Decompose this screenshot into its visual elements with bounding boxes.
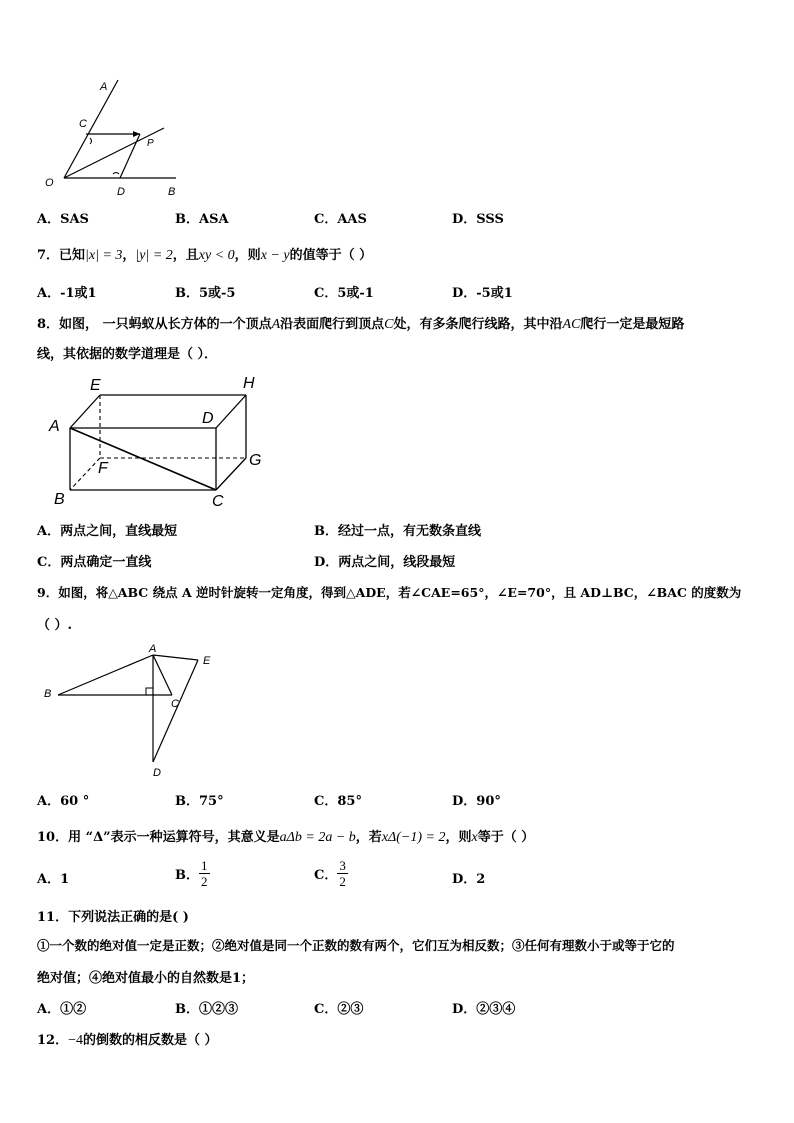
q10-prefix: 10．用 “Δ”表示一种运算符号，其意义是 — [37, 830, 280, 845]
q7-prefix: 7．已知 — [37, 248, 86, 263]
q11-statement-line2: 绝对值；④绝对值最小的自然数是1； — [37, 971, 255, 986]
q10-option-c-label: C． — [314, 868, 338, 883]
q10-variable: x — [471, 830, 478, 845]
q10-suffix: 等于（ ） — [477, 830, 535, 845]
q8-cuboid-figure — [40, 370, 275, 510]
fig6-label-o: O — [45, 177, 54, 189]
q7-expr: x − y — [260, 248, 290, 263]
q10-then: ，则 — [445, 830, 472, 845]
q9-label-a: A — [149, 643, 157, 655]
q9-label-b: B — [44, 688, 52, 700]
q11-option-a[interactable]: A．①② — [37, 1002, 87, 1017]
q9-figure — [38, 640, 228, 785]
q10-option-b-fraction — [199, 858, 210, 889]
q9-label-e: E — [203, 655, 211, 667]
q12-number: 12． — [37, 1033, 69, 1048]
q7-suffix: 的值等于（ ） — [289, 248, 373, 263]
q10-option-c-fraction — [337, 858, 348, 889]
q8-option-d[interactable]: D．两点之间，线段最短 — [314, 555, 456, 570]
q9-label-d: D — [153, 767, 161, 779]
q8-label-a: A — [49, 418, 60, 435]
q10-option-b[interactable] — [175, 858, 210, 889]
q7-mid: ，且 — [172, 248, 199, 263]
q10-option-b-denominator: 2 — [201, 874, 208, 889]
q8-label-d: D — [202, 410, 214, 427]
q9-option-b[interactable]: B．75° — [175, 794, 224, 809]
q7-option-b[interactable]: B．5或-5 — [175, 286, 236, 301]
q10-definition: aΔb = 2a − b — [279, 830, 356, 845]
fig6-label-p: P — [147, 138, 154, 149]
q12-text: 的倒数的相反数是（ ） — [83, 1033, 218, 1048]
q12-expression: −4 — [68, 1033, 83, 1048]
q10-condition: xΔ(−1) = 2 — [381, 830, 446, 845]
fig6-label-c: C — [79, 118, 87, 130]
q8-label-f: F — [98, 460, 108, 477]
q8-label-h: H — [243, 375, 255, 392]
q10-option-a[interactable]: A．1 — [37, 872, 70, 887]
q10-option-c-numerator: 3 — [339, 858, 346, 873]
q7-option-d[interactable]: D．-5或1 — [452, 286, 513, 301]
q9-option-a[interactable]: A．60 ° — [37, 794, 90, 809]
q7-cond1: |x| = 3 — [85, 248, 123, 263]
q8-stem-line1 — [37, 313, 684, 333]
q8-label-b: B — [54, 491, 65, 508]
q9-stem-line1: 9．如图，将△ABC 绕点 A 逆时针旋转一定角度，得到△ADE，若∠CAE=65°，∠E=70°，且 AD⊥BC，∠BAC 的度数为 — [37, 585, 742, 600]
q11-option-b[interactable]: B．①②③ — [175, 1002, 238, 1017]
q9-option-d[interactable]: D．90° — [452, 794, 501, 809]
q6-option-b[interactable]: B．ASA — [175, 212, 229, 227]
q10-option-d[interactable]: D．2 — [452, 872, 486, 887]
q8-text-a: 8．如图， 一只蚂蚁从长方体的一个顶点 — [37, 317, 272, 332]
q7-stem — [37, 244, 372, 264]
q8-option-a[interactable]: A．两点之间，直线最短 — [37, 524, 178, 539]
q8-text-d: 爬行一定是最短路 — [580, 317, 685, 332]
q10-option-b-numerator: 1 — [201, 858, 208, 873]
q8-point-a: A — [271, 317, 281, 332]
q9-label-c: C — [171, 698, 179, 710]
q7-option-a[interactable]: A．-1或1 — [37, 286, 97, 301]
q10-option-c[interactable] — [314, 858, 348, 889]
q10-option-b-label: B． — [175, 868, 199, 883]
q7-sep: ， — [122, 248, 136, 263]
q9-option-c[interactable]: C．85° — [314, 794, 362, 809]
q6-option-c[interactable]: C．AAS — [314, 212, 367, 227]
q8-option-b[interactable]: B．经过一点，有无数条直线 — [314, 524, 481, 539]
q10-stem — [37, 826, 534, 846]
q11-title: 11．下列说法正确的是( ) — [37, 910, 189, 925]
q10-mid: ，若 — [355, 830, 382, 845]
fig6-label-a: A — [100, 81, 108, 93]
q8-text-b: 沿表面爬行到顶点 — [280, 317, 385, 332]
q11-option-c[interactable]: C．②③ — [314, 1002, 364, 1017]
q8-point-c: C — [384, 317, 394, 332]
q8-option-c[interactable]: C．两点确定一直线 — [37, 555, 152, 570]
q7-cond3: xy < 0 — [198, 248, 235, 263]
q7-then: ，则 — [234, 248, 261, 263]
q9-stem-line2: （ ）. — [37, 618, 73, 633]
fig6-label-d: D — [117, 186, 125, 198]
q11-statement-line1: ①一个数的绝对值一定是正数；②绝对值是同一个正数的数有两个，它们互为相反数；③任何有理数小于或等于它的 — [37, 938, 675, 953]
q8-stem-line2: 线，其依据的数学道理是（ ）． — [37, 347, 218, 362]
q12-stem — [37, 1029, 218, 1049]
q8-segment-ac: AC — [562, 317, 581, 332]
q8-label-g: G — [249, 452, 262, 469]
q8-label-e: E — [90, 377, 101, 394]
q7-option-c[interactable]: C．5或-1 — [314, 286, 374, 301]
q8-label-c: C — [212, 493, 224, 510]
q7-cond2: |y| = 2 — [135, 248, 173, 263]
q10-option-c-denominator: 2 — [339, 874, 346, 889]
fig6-label-b: B — [168, 186, 176, 198]
q11-option-d[interactable]: D．②③④ — [452, 1002, 516, 1017]
q6-option-d[interactable]: D．SSS — [452, 212, 504, 227]
q6-option-a[interactable]: A．SAS — [37, 212, 89, 227]
q6-figure — [40, 74, 190, 199]
q8-text-c: 处，有多条爬行线路，其中沿 — [393, 317, 563, 332]
